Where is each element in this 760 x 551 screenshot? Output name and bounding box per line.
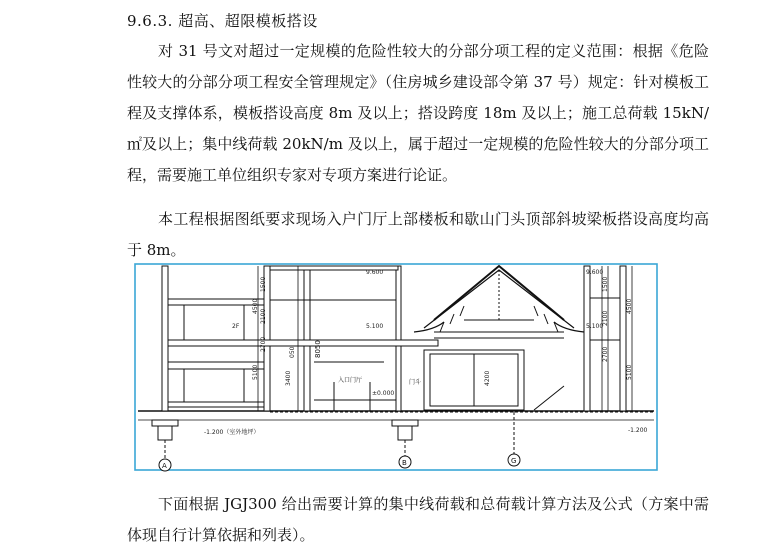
elevation-label: 5.100: [366, 323, 384, 330]
column-right: [584, 266, 590, 411]
section-drawing: [134, 262, 658, 474]
paragraph-calculation: 下面根据 JGJ300 给出需要计算的集中线荷载和总荷载计算方法及公式（方案中需体现自行计算依据和列表）。: [127, 495, 709, 544]
dimension-label: 2100: [260, 308, 267, 324]
dimension-label: 2700: [260, 336, 267, 352]
dimension-label: 5100: [252, 364, 259, 380]
column-left: [162, 266, 168, 411]
paragraph-project-note: 本工程根据图纸要求现场入户门厅上部楼板和歇山门头顶部斜坡梁板搭设高度均高于 8m。: [127, 210, 709, 259]
dimension-label: 3400: [285, 370, 292, 386]
grid-label: B: [402, 459, 407, 467]
floor-label: 2F: [232, 323, 240, 330]
elevation-label: -1.200（室外地坪）: [204, 429, 260, 436]
grid-label: A: [162, 462, 167, 470]
elevation-label: 5.100: [586, 323, 604, 330]
room-label: 入口门厅: [338, 377, 363, 384]
elevation-label: 9.600: [586, 269, 604, 276]
grid-label: G: [511, 457, 517, 465]
dimension-label: 1500: [602, 276, 609, 292]
dimension-label: 4500: [626, 298, 633, 314]
dimension-label: 4200: [484, 370, 491, 386]
section-heading: 9.6.3. 超高、超限模板搭设: [127, 12, 318, 30]
dimension-label: 2100: [602, 310, 609, 326]
elevation-label: ±0.000: [372, 390, 395, 397]
dimension-label: 5100: [626, 364, 633, 380]
dimension-label: 2700: [602, 346, 609, 362]
dimension-label: 8050: [314, 340, 322, 358]
dimension-label: 1500: [260, 276, 267, 292]
room-label: 门斗: [409, 379, 422, 386]
paragraph-definition: 对 31 号文对超过一定规模的危险性较大的分部分项工程的定义范围：根据《危险性较大的分部分项工程安全管理规定》（住房城乡建设部令第 37 号）规定：针对模板工程及支撑体系，模板搭设高度 8m 及以上；搭设跨度 18m 及以上；施工总荷载 15kN/㎡及以上；集中线荷载 20kN/m 及以上，属于超过一定规模的危险性较大的分部分项工程，需要施工单位组织专家对专项方案进行论证。: [127, 42, 709, 184]
elevation-label: -1.200: [628, 427, 648, 434]
dimension-label: 050: [289, 346, 296, 358]
elevation-label: 9.600: [366, 269, 384, 276]
dimension-label: 4500: [252, 298, 259, 314]
floor-slab-5100: [168, 340, 438, 346]
